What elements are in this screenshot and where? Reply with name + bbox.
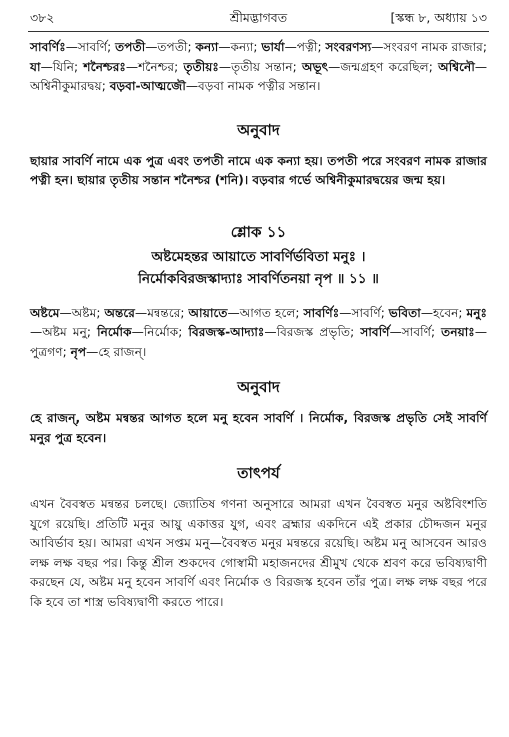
synonym-word: অশ্বিনৌ	[438, 59, 475, 74]
synonym-word: তনয়াঃ	[441, 325, 475, 339]
synonym-meaning: —সাবর্ণি;	[65, 40, 116, 54]
translation-paragraph-1: ছায়ার সাবর্ণি নামে এক পুত্র এবং তপতী নামে এক কন্যা হয়। তপতী পরে সংবরণ নামক রাজার পত্নী হন। ছায়ার তৃতীয় সন্তান শনৈশ্চর (শনি)। বড়বার গর্ভে অশ্বিনীকুমারদ্বয়ের জন্ম হয়।	[30, 153, 487, 187]
synonym-word: ভবিতা	[388, 305, 421, 320]
synonym-meaning: —পত্নী;	[284, 40, 326, 54]
synonym-meaning: —জন্মগ্রহণ করেছিল;	[328, 59, 439, 74]
synonym-meaning: —সাবর্ণি;	[389, 325, 442, 339]
synonym-word: নৃপ	[70, 344, 87, 359]
synonym-meaning: —শনৈশ্চর;	[125, 59, 184, 74]
page-content	[30, 38, 487, 612]
synonym-meaning: —সংবরণ নামক রাজার;	[371, 40, 487, 54]
synonym-meaning: —অষ্টম মনু;	[30, 325, 98, 339]
synonym-word: আয়াতে	[188, 305, 228, 320]
purport-heading: তাৎপর্য	[237, 464, 280, 482]
synonym-meaning: —কন্যা;	[218, 40, 262, 54]
verse-heading: শ্লোক ১১	[230, 222, 287, 241]
synonym-meaning: —যিনি;	[40, 59, 84, 74]
synonym-word: সাবর্ণিঃ	[303, 305, 340, 320]
synonym-word: তৃতীয়ঃ	[183, 59, 219, 74]
synonym-word: অভূৎ	[302, 59, 329, 74]
synonym-meaning: —বিরজস্ক প্রভৃতি;	[264, 325, 361, 339]
synonym-meaning: —তপতী;	[145, 40, 196, 54]
synonym-word: নির্মোক	[97, 325, 132, 339]
synonyms-paragraph-2	[30, 304, 487, 363]
synonym-word: সাবর্ণিঃ	[30, 40, 66, 54]
book-title: শ্রীমদ্ভাগবত	[229, 10, 288, 25]
synonym-word: তপতী	[115, 40, 146, 54]
synonym-meaning: —নির্মোক;	[131, 325, 189, 339]
synonym-word: মনুঃ	[466, 305, 488, 320]
synonym-word: কন্যা	[195, 40, 219, 54]
page-number: ৩৮২	[30, 10, 55, 25]
synonym-word: শনৈশ্চরঃ	[83, 59, 126, 74]
synonym-word: সংবরণস্য	[325, 40, 372, 54]
translation-heading-1: অনুবাদ	[237, 120, 280, 139]
synonym-word: সাবর্ণি	[360, 325, 390, 339]
synonym-word: অষ্টমে	[30, 305, 60, 320]
synonym-meaning: —হবেন;	[420, 305, 467, 320]
synonym-word: বিরজস্ক-আদ্যাঃ	[188, 325, 265, 339]
synonym-meaning: —হে রাজন্।	[86, 344, 147, 359]
running-header	[30, 10, 487, 32]
synonym-meaning: —পুত্রগণ;	[30, 325, 487, 359]
synonym-meaning: —মন্বন্তরে;	[135, 305, 189, 320]
header-rule	[28, 31, 489, 32]
translation-heading-2: অনুবাদ	[237, 378, 280, 396]
synonym-word: অন্তরে	[104, 305, 136, 320]
verse-line-1: অষ্টমেহন্তর আয়াতে সাবর্ণির্ভবিতা মনুঃ ।	[151, 248, 366, 265]
synonym-word: ভার্যা	[261, 40, 285, 54]
synonym-meaning: —অশ্বিনীকুমারদ্বয়;	[30, 59, 488, 93]
synonym-word: বড়বা-আত্মজৌ	[109, 79, 186, 93]
chapter-reference: [স্কন্ধ ৮, অধ্যায় ১৩	[390, 10, 487, 25]
synonym-meaning: —সাবর্ণি;	[339, 305, 389, 320]
synonym-word: যা	[30, 59, 41, 74]
synonym-meaning: —বড়বা নামক পত্নীর সন্তান।	[185, 79, 321, 93]
translation-paragraph-2: হে রাজন্, অষ্টম মন্বন্তর আগত হলে মনু হবেন সাবর্ণি । নির্মোক, বিরজস্ক প্রভৃতি সেই সাবর্ণি মনুর পুত্র হবেন।	[30, 411, 487, 445]
verse-text	[30, 246, 487, 290]
purport-paragraph: এখন বৈবস্বত মন্বন্তর চলছে। জ্যোতিষ গণনা অনুসারে আমরা এখন বৈবস্বত মনুর অষ্টবিংশতি যুগে রয়েছি। প্রতিটি মনুর আয়ু একাত্তর যুগ, এবং ব্রহ্মার একদিনে এই প্রকার চৌদ্দজন মনুর আবির্ভাব হয়। আমরা এখন সপ্তম মনু—বৈবস্বত মনুর মন্বন্তরে রয়েছি। অষ্টম মনু আসবেন আরও লক্ষ লক্ষ বছর পর। কিন্তু শ্রীল শুকদেব গোস্বামী মহাজনদের শ্রীমুখ থেকে শ্রবণ করে ভবিষ্যদ্বাণী করছেন যে, অষ্টম মনু হবেন সাবর্ণি এবং নির্মোক ও বিরজস্ক হবেন তাঁর পুত্র। লক্ষ লক্ষ বছর পরে কি হবে তা শাস্ত্র ভবিষ্যদ্বাণী করতে পারে।	[30, 497, 487, 609]
synonyms-paragraph-1	[30, 38, 487, 97]
synonym-meaning: —আগত হলে;	[227, 305, 304, 320]
verse-line-2: নির্মোকবিরজস্কাদ্যাঃ সাবর্ণিতনয়া নৃপ ॥ ১১ ॥	[138, 270, 379, 287]
synonym-meaning: —তৃতীয় সন্তান;	[218, 59, 303, 74]
synonym-meaning: —অষ্টম;	[59, 305, 105, 320]
